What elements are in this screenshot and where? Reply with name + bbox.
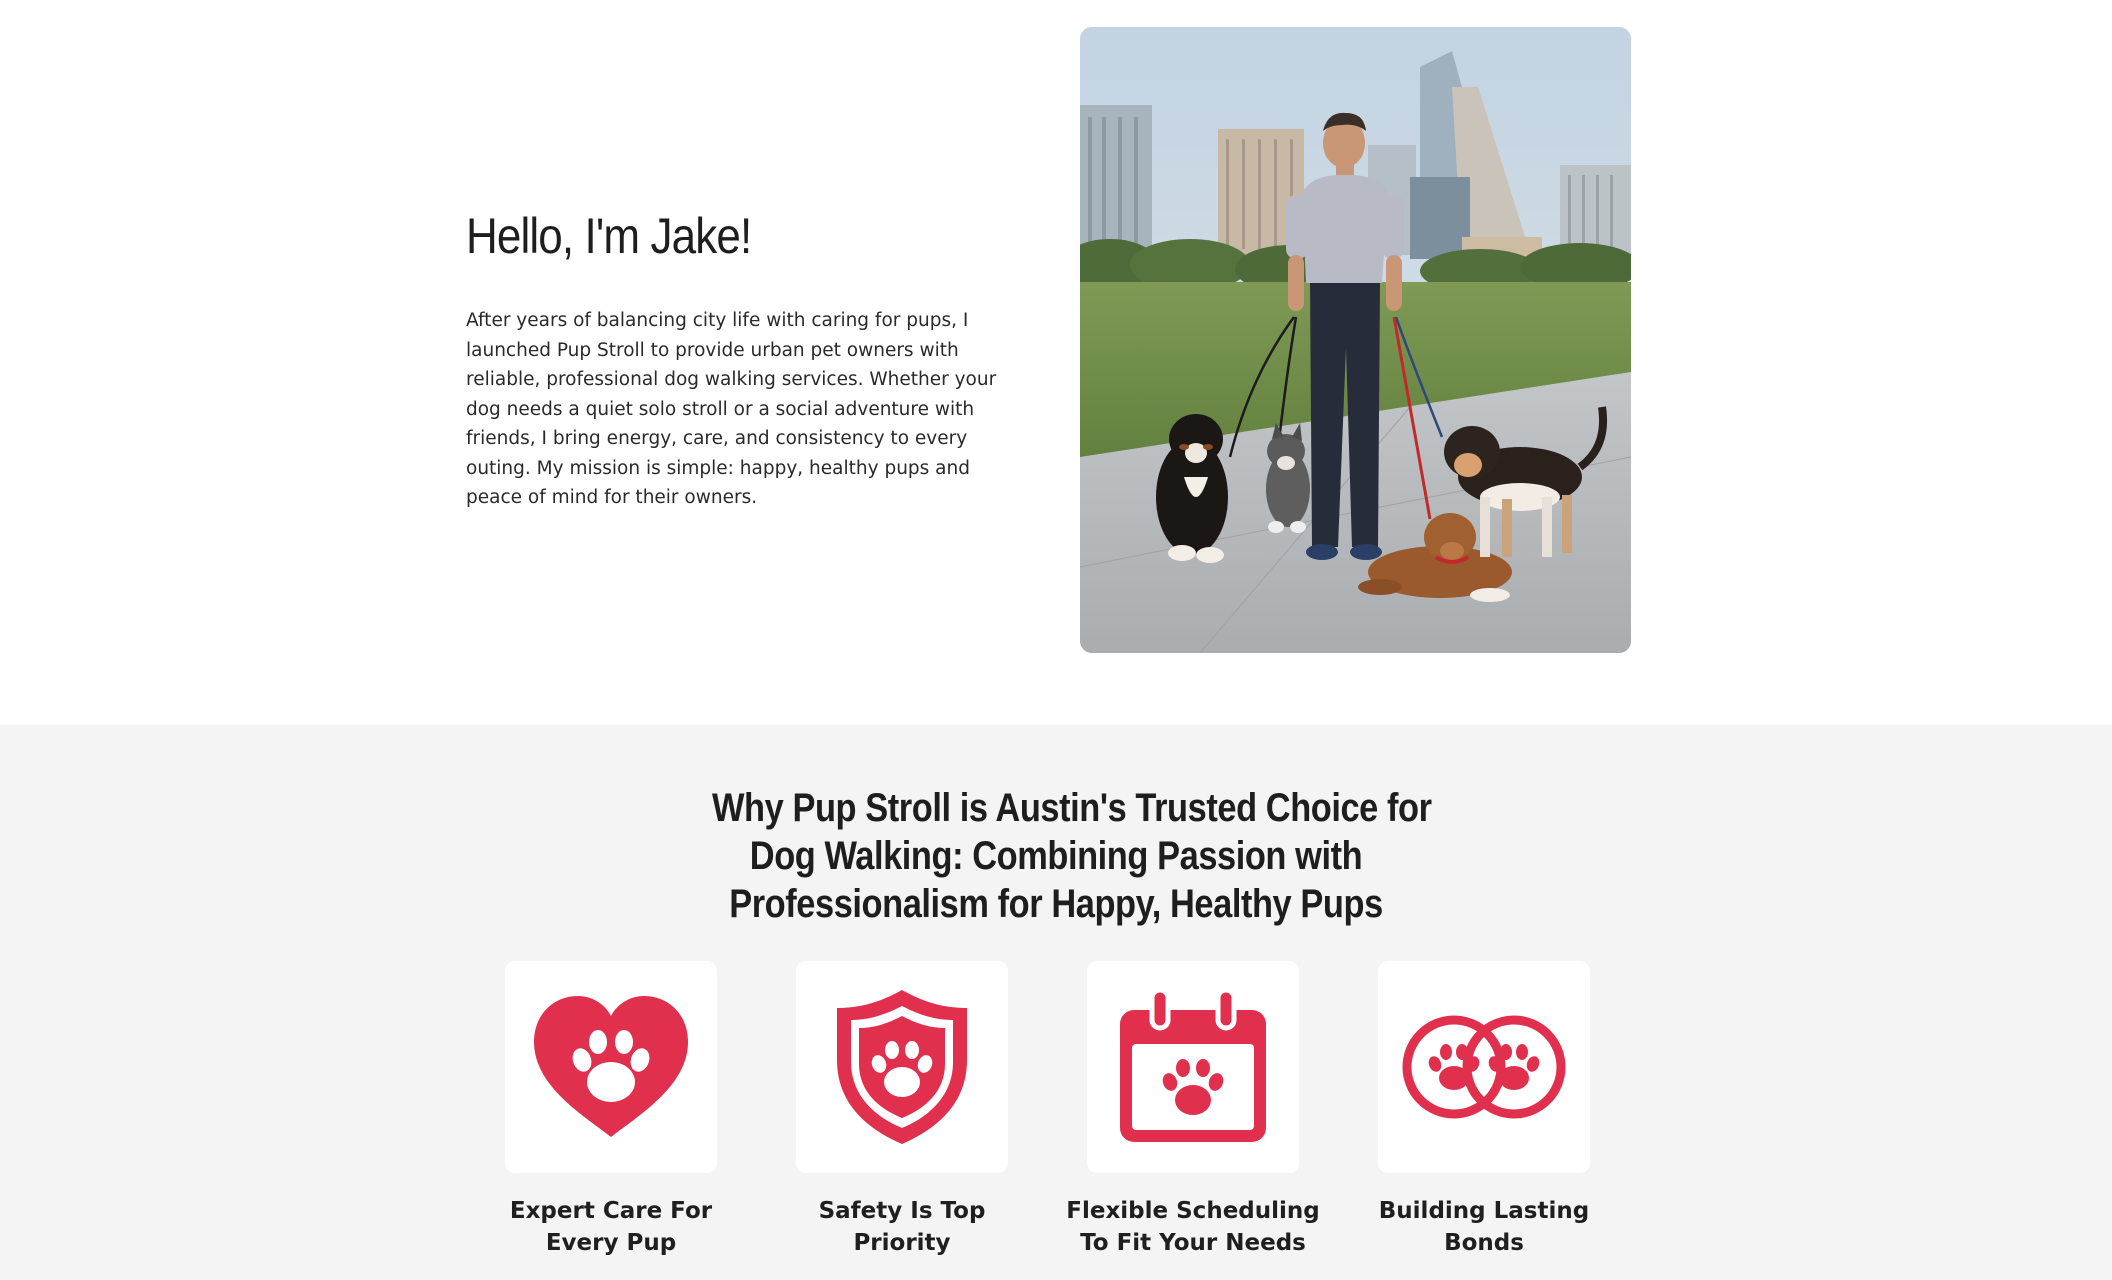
heart-paw-icon — [526, 982, 696, 1152]
linked-paws-icon — [1399, 982, 1569, 1152]
feature-safety — [767, 961, 1037, 1259]
feature-tile — [505, 961, 717, 1173]
why-heading-line-2: Dog Walking: Combining Passion with — [749, 834, 1363, 878]
about-text-block — [466, 206, 1026, 513]
feature-label: Expert Care For Every Pup — [509, 1198, 713, 1256]
feature-label: Building Lasting Bonds — [1378, 1198, 1590, 1256]
why-heading-line-1: Why Pup Stroll is Austin's Trusted Choice for — [712, 786, 1432, 830]
calendar-paw-icon — [1108, 982, 1278, 1152]
why-heading — [656, 784, 1456, 928]
feature-lasting-bonds — [1349, 961, 1619, 1259]
feature-tile — [1378, 961, 1590, 1173]
why-heading-line-3: Professionalism for Happy, Healthy Pups — [729, 882, 1383, 926]
about-heading: Hello, I'm Jake! — [466, 208, 752, 264]
why-section — [0, 725, 2112, 1280]
feature-expert-care — [476, 961, 746, 1259]
feature-tile — [796, 961, 1008, 1173]
feature-label: Flexible Scheduling To Fit Your Needs — [1066, 1198, 1320, 1256]
about-paragraph: After years of balancing city life with caring for pups, I launched Pup Stroll to provide urban pet owners with reliable, professional dog walking services. Whether your dog needs a quiet solo stroll or a social adventure with friends, I bring energy, care, and consistency to every outing. My mission is simple: happy, healthy pups and peace of mind for their owners. — [466, 310, 997, 508]
jake-with-dogs-photo — [1080, 27, 1631, 653]
feature-tile — [1087, 961, 1299, 1173]
shield-paw-icon — [817, 982, 987, 1152]
feature-label: Safety Is Top Priority — [818, 1198, 986, 1256]
feature-flexible-scheduling — [1058, 961, 1328, 1259]
